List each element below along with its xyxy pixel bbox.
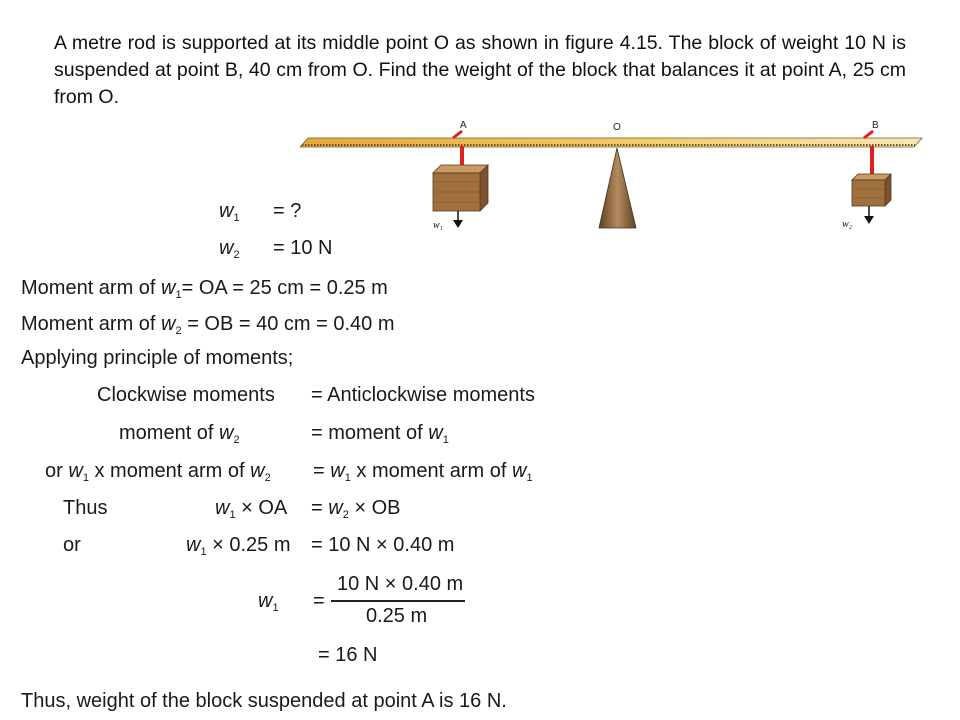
or-line-right: = $w_1$ x moment arm of $w_1$ [313,460,533,484]
label-a: A [460,120,467,131]
fraction-lhs: $w_1$ [258,590,279,614]
moment-arm-w1-line: Moment arm of $w_1=$ OA = 25 cm = 0.25 m [21,277,388,301]
given-w2-value: = 10 N [273,237,333,259]
problem-statement: A metre rod is supported at its middle point O as shown in figure 4.15. The block of weight 10 N is suspended at point B, 40 cm from O. Find the weight of the block that balances it at point A, 25 cm from O. [54,32,906,108]
thus-label: Thus [63,497,108,519]
principle-line: Applying principle of moments; [21,347,294,369]
block-b [852,174,891,206]
given-w1-symbol: $w_1$ [219,200,240,224]
svg-text:w₁: w₁ [433,220,444,231]
svg-text:w₂: w₂ [842,219,853,230]
result: = 16 N [318,644,378,666]
clockwise-label: Clockwise moments [97,384,275,406]
fraction-numerator: 10 N × 0.40 m [337,573,464,595]
fraction-equals: = [313,590,325,612]
label-b: B [872,120,879,131]
or-lhs: $w_1 \times 0.25$ m [186,534,291,558]
fulcrum-support [599,148,636,228]
label-o: O [613,122,621,133]
thus-rhs: = $w_2$ × OB [311,497,401,521]
conclusion: Thus, weight of the block suspended at point A is 16 N. [21,690,507,712]
or-label: or [63,534,81,556]
moment-of-w1: = moment of $w_1$ [311,422,449,446]
moment-of-w2: moment of $w_2$ [119,422,240,446]
metre-rod [300,138,922,147]
arrow-w2 [842,206,874,230]
moment-arm-w2-line: Moment arm of $w_2$ = OB = 40 cm = 0.40 m [21,313,395,337]
thus-lhs: $w_1$ × OA [215,497,288,521]
block-a [433,165,488,211]
fraction-denominator: 0.25 m [366,605,428,627]
hook-b [864,131,873,174]
fraction-bar [331,600,465,602]
or-rhs: = 10 N × 0.40 m [311,534,455,556]
given-w2-symbol: $w_2$ [219,237,240,261]
balance-figure [300,112,930,237]
anticlockwise-label: = Anticlockwise moments [311,384,535,406]
arrow-w1 [433,211,463,231]
given-w1-value: = ? [273,200,302,222]
or-line-left: or $w_1$ x moment arm of $w_2$ [45,460,271,484]
